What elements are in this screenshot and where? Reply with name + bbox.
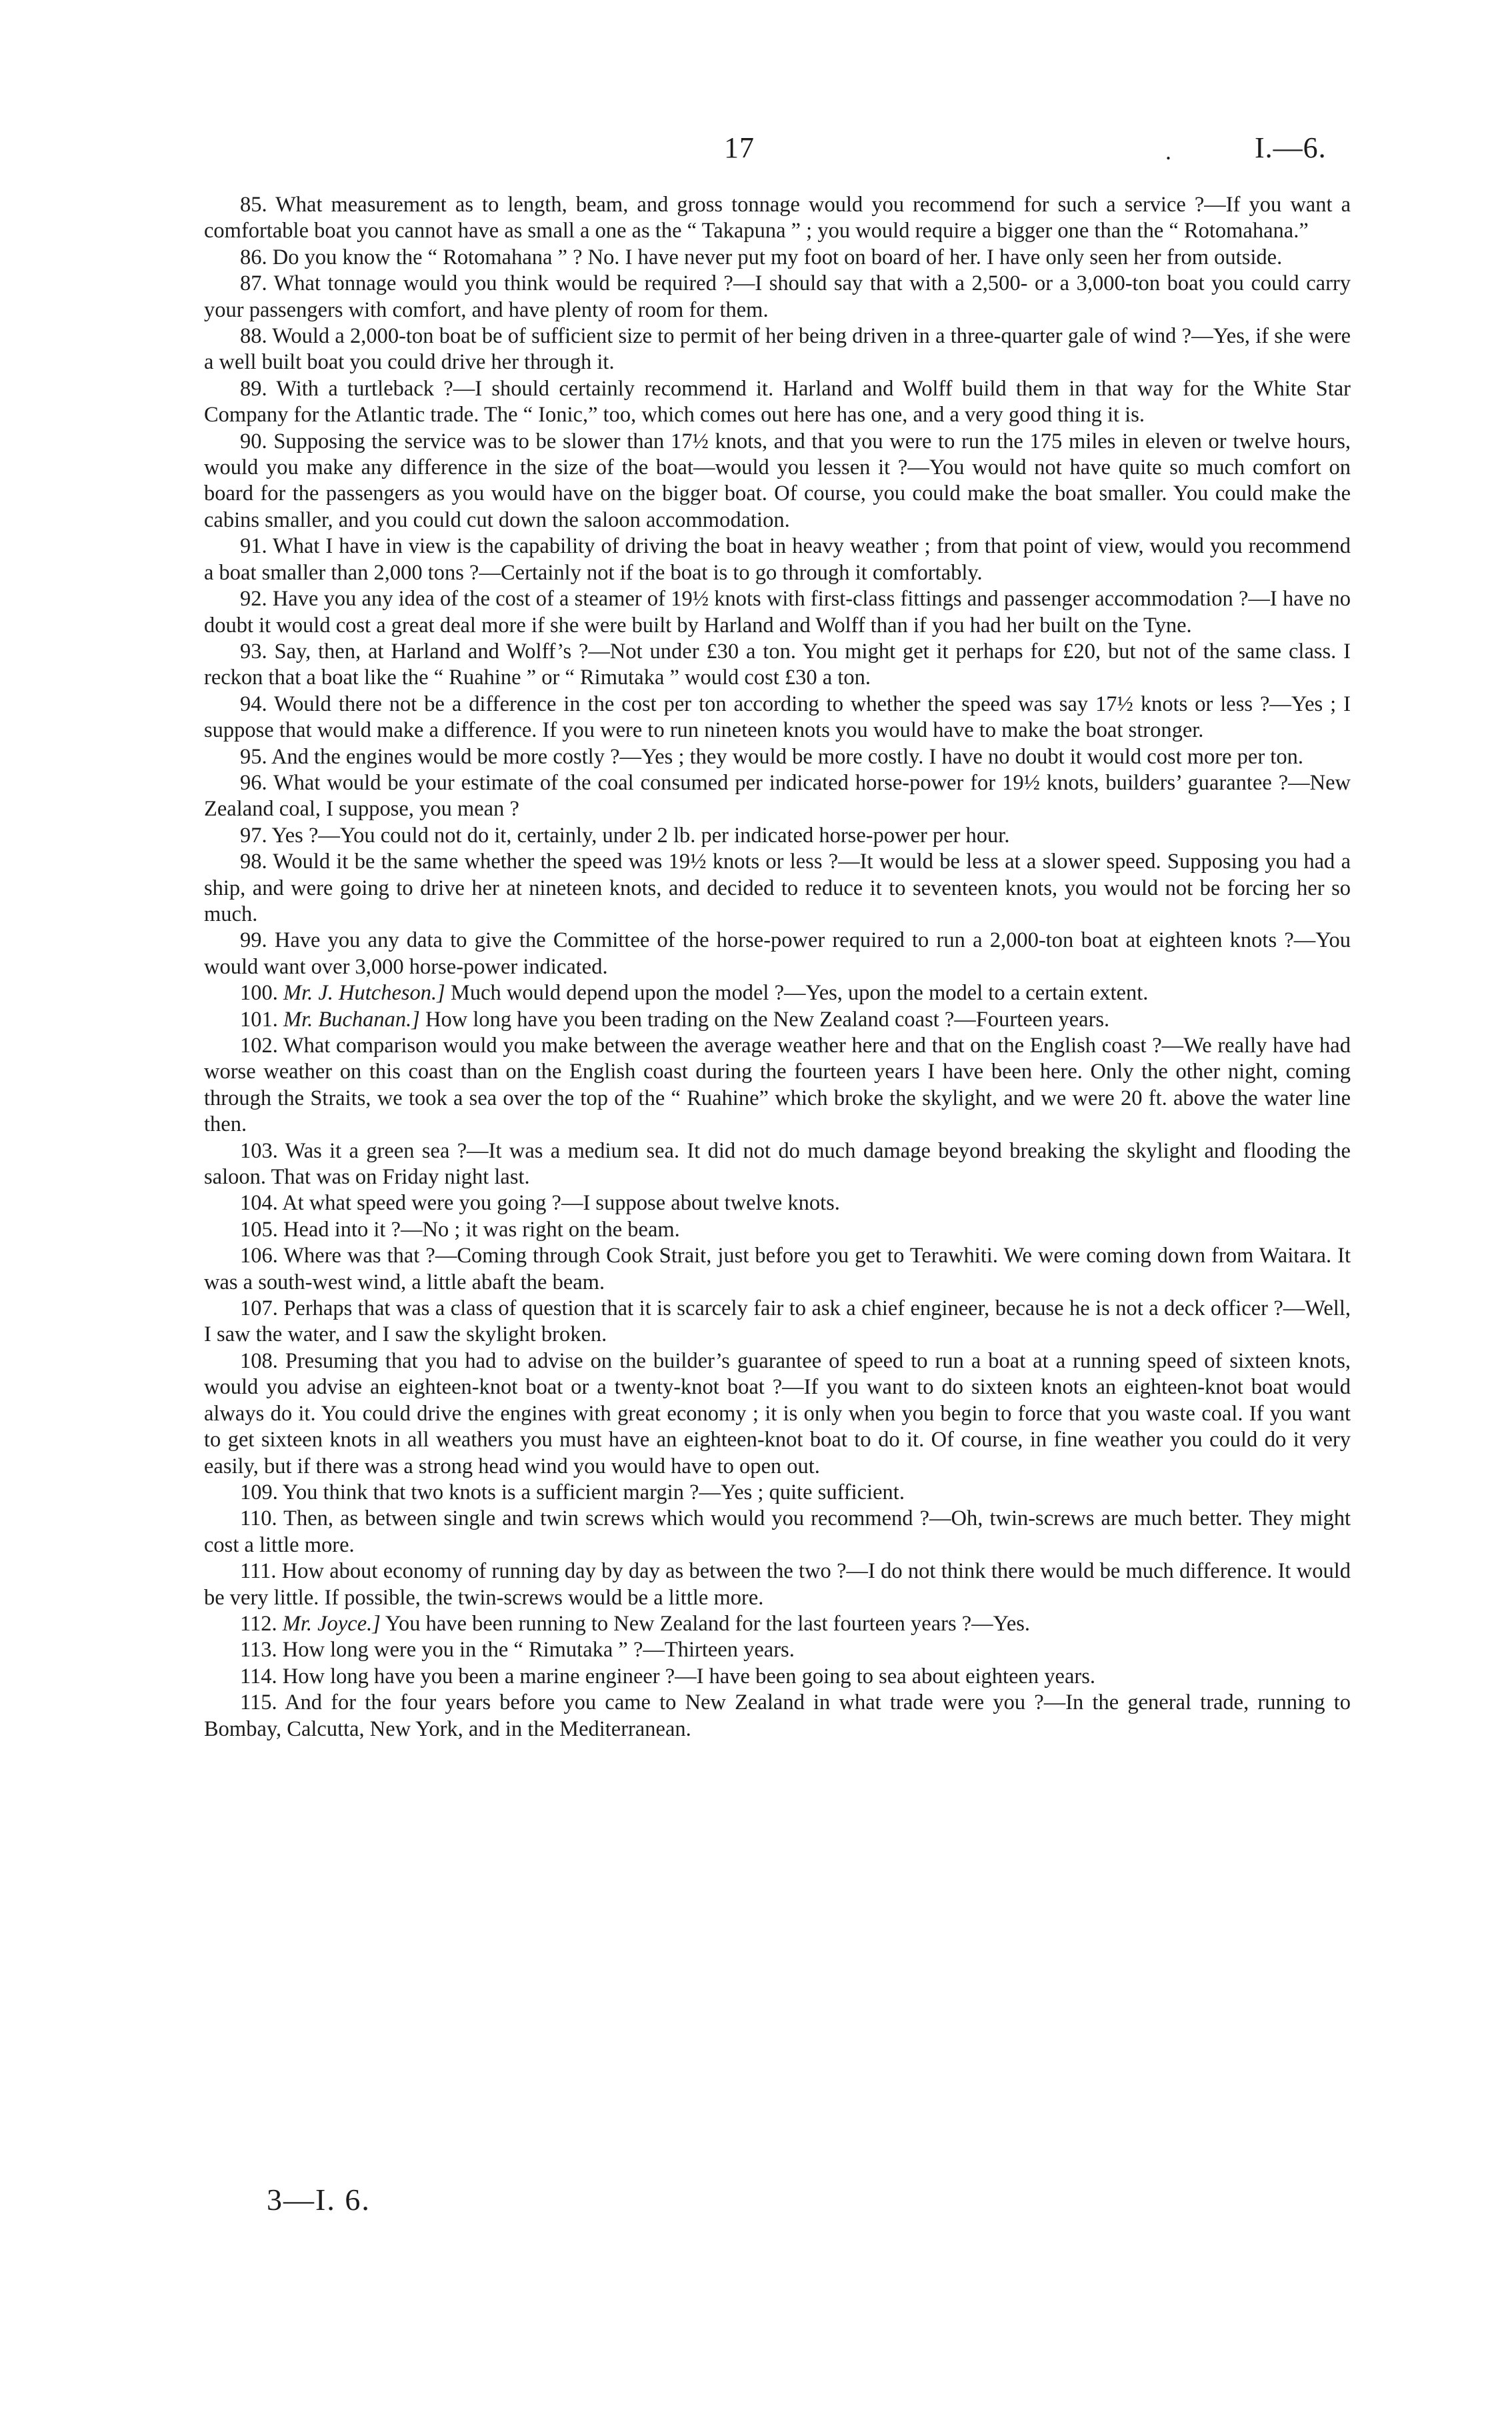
paragraph-91: 91. What I have in view is the capability of driving the boat in heavy weather ; from that point of view, would you recommend a boat smaller than 2,000 tons ?—Certainly not if the boat is to go through it comfortably. [204, 534, 1351, 585]
paragraph-102: 102. What comparison would you make between the average weather here and that on the English coast ?—We really have had worse weather on this coast than on the English coast during the fourteen years I have been here. Only the other night, coming through the Straits, we took a sea over the top of the “ Ruahine” which broke the skylight, and we were 20 ft. above the water line then. [204, 1034, 1351, 1137]
question-number: 112. [240, 1611, 277, 1636]
paragraph-87: 87. What tonnage would you think would be required ?—I should say that with a 2,500- or a 3,000-ton boat you could carry your passengers with comfort, and have plenty of room for them. [204, 271, 1351, 322]
paragraph-97: 97. Yes ?—You could not do it, certainly, under 2 lb. per indicated horse-power per hour. [240, 823, 1010, 848]
question-number: 100. [240, 981, 278, 1006]
paragraph-103: 103. Was it a green sea ?—It was a medium sea. It did not do much damage beyond breaking the skylight and flooding the saloon. That was on Friday night last. [204, 1138, 1351, 1190]
paragraph-104: 104. At what speed were you going ?—I suppose about twelve knots. [240, 1191, 840, 1216]
paragraph-94: 94. Would there not be a difference in the cost per ton according to whether the speed was say 17½ knots or less ?—Yes ; I suppose that would make a difference. If you were to run nineteen knots you would have to make the boat stronger. [204, 692, 1351, 743]
paragraph-115: 115. And for the four years before you came to New Zealand in what trade were you ?—In the general trade, running to Bombay, Calcutta, New York, and in the Mediterranean. [204, 1690, 1351, 1741]
paragraph-98: 98. Would it be the same whether the speed was 19½ knots or less ?—It would be less at a slower speed. Supposing you had a ship, and were going to drive her at nineteen knots, and decided to reduce it to seventeen knots, you would not be forcing her so much. [204, 850, 1351, 926]
paragraph-text: How long have you been trading on the New Zealand coast ?—Fourteen years. [425, 1007, 1110, 1032]
paragraph-99: 99. Have you any data to give the Committee of the horse-power required to run a 2,000-ton boat at eighteen knots ?—You would want over 3,000 horse-power indicated. [204, 928, 1351, 979]
paragraph-106: 106. Where was that ?—Coming through Cook Strait, just before you get to Terawhiti. We were coming down from Waitara. It was a south-west wind, a little abaft the beam. [204, 1244, 1351, 1294]
paragraph-text: Much would depend upon the model ?—Yes, upon the model to a certain extent. [450, 981, 1149, 1006]
paragraph-85: 85. What measurement as to length, beam, and gross tonnage would you recommend for such a service ?—If you want a comfortable boat you cannot have as small a one as the “ Takapuna ” ; you would require a bigger one than the “ Rotomahana.” [204, 193, 1351, 243]
paragraph-90: 90. Supposing the service was to be slower than 17½ knots, and that you were to run the 175 miles in eleven or twelve hours, would you make any difference in the size of the boat—would you lessen it ?—You would not have quite so much comfort on board for the passengers as you would have on the bigger boat. Of course, you could make the boat smaller. You could make the cabins smaller, and you could cut down the saloon accommodation. [204, 429, 1351, 532]
paragraph-110: 110. Then, as between single and twin screws which would you recommend ?—Oh, twin-screws are much better. They might cost a little more. [204, 1506, 1351, 1557]
body-text [204, 192, 1351, 1742]
paragraph-111: 111. How about economy of running day by day as between the two ?—I do not think there would be much difference. It would be very little. If possible, the twin-screws would be a little more. [204, 1559, 1351, 1610]
paragraph-88: 88. Would a 2,000-ton boat be of sufficient size to permit of her being driven in a three-quarter gale of wind ?—Yes, if she were a well built boat you could drive her through it. [204, 324, 1351, 375]
paragraph-112 [204, 1611, 1351, 1637]
speaker-name: Mr. J. Hutcheson.] [283, 981, 445, 1006]
paragraph-text: You have been running to New Zealand for the last fourteen years ?—Yes. [385, 1611, 1031, 1636]
paragraph-108: 108. Presuming that you had to advise on the builder’s guarantee of speed to run a boat at a running speed of sixteen knots, would you advise an eighteen-knot boat or a twenty-knot boat ?—If you want to do sixteen knots an eighteen-knot boat would always do it. You could drive the engines with great economy ; it is only when you begin to force that you waste coal. If you want to get sixteen knots in all weathers you must have an eighteen-knot boat to do it. Of course, in fine weather you could do it very easily, but if there was a strong head wind you would have to open out. [204, 1348, 1351, 1478]
signature-mark: 3—I. 6. [267, 2183, 371, 2217]
paragraph-113: 113. How long were you in the “ Rimutaka ” ?—Thirteen years. [240, 1638, 795, 1662]
paragraph-89: 89. With a turtleback ?—I should certainly recommend it. Harland and Wolff build them in that way for the White Star Company for the Atlantic trade. The “ Ionic,” too, which comes out here has one, and a very good thing it is. [204, 376, 1351, 427]
paragraph-93: 93. Say, then, at Harland and Wolff’s ?—Not under £30 a ton. You might get it perhaps for £20, but not of the same class. I reckon that a boat like the “ Ruahine ” or “ Rimutaka ” would cost £30 a ton. [204, 639, 1351, 690]
paragraph-114: 114. How long have you been a marine engineer ?—I have been going to sea about eighteen years. [240, 1664, 1095, 1688]
header-dot: . [1165, 138, 1171, 165]
paragraph-92: 92. Have you any idea of the cost of a steamer of 19½ knots with first-class fittings and passenger accommodation ?—I have no doubt it would cost a great deal more if she were built by Harland and Wolff than if you had her built on the Tyne. [204, 587, 1351, 638]
paragraph-96: 96. What would be your estimate of the coal consumed per indicated horse-power for 19½ knots, builders’ guarantee ?—New Zealand coal, I suppose, you mean ? [204, 770, 1351, 822]
paragraph-105: 105. Head into it ?—No ; it was right on the beam. [240, 1217, 680, 1242]
page-number: 17 [724, 131, 755, 164]
document-reference: I.—6. [1255, 131, 1327, 164]
paragraph-100 [204, 980, 1351, 1006]
speaker-name: Mr. Joyce.] [282, 1611, 381, 1636]
speaker-name: Mr. Buchanan.] [283, 1007, 420, 1032]
paragraph-95: 95. And the engines would be more costly ?—Yes ; they would be more costly. I have no doubt it would cost more per ton. [240, 744, 1303, 769]
paragraph-107: 107. Perhaps that was a class of question that it is scarcely fair to ask a chief engineer, because he is not a deck officer ?—Well, I saw the water, and I saw the skylight broken. [204, 1296, 1351, 1347]
question-number: 101. [240, 1007, 278, 1032]
paragraph-109: 109. You think that two knots is a sufficient margin ?—Yes ; quite sufficient. [240, 1480, 905, 1504]
paragraph-86: 86. Do you know the “ Rotomahana ” ? No. I have never put my foot on board of her. I have only seen her from outside. [240, 245, 1283, 269]
paragraph-101 [204, 1007, 1351, 1033]
